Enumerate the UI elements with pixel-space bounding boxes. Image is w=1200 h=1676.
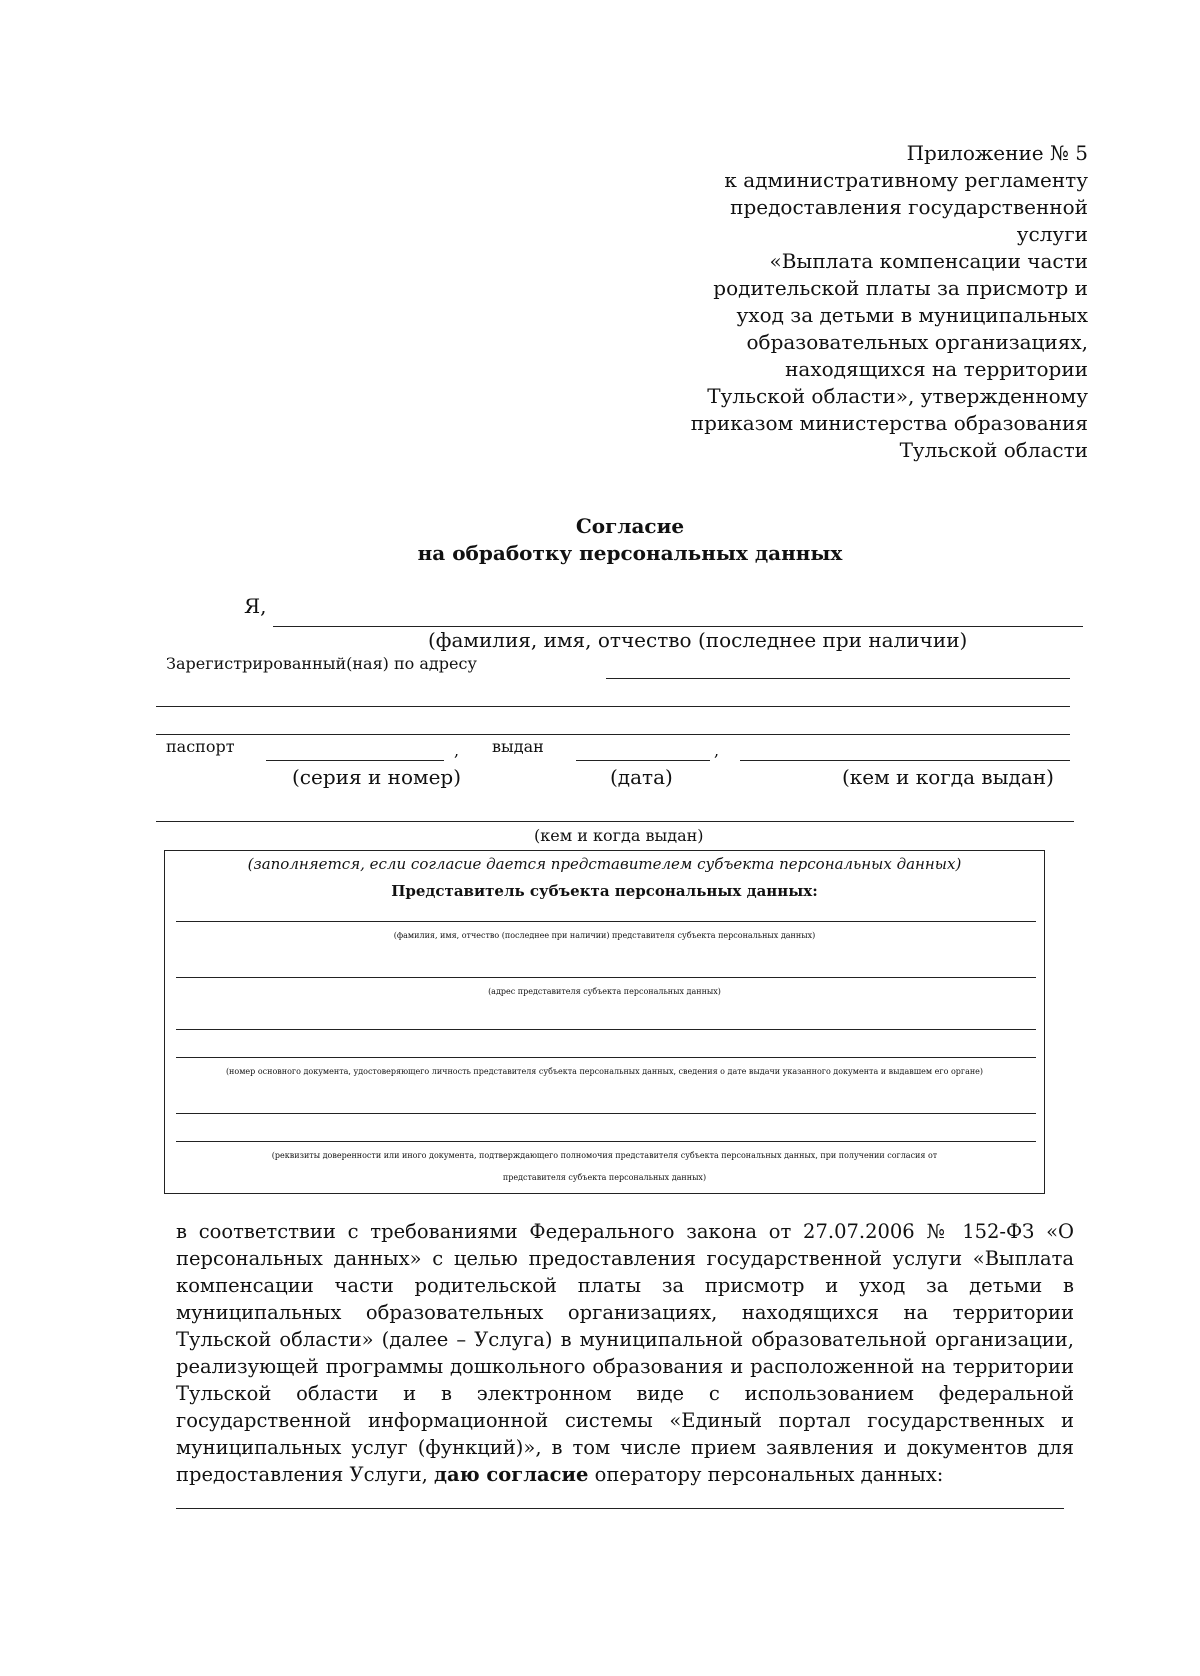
appendix-line: родительской платы за присмотр и bbox=[713, 276, 1088, 300]
rep-power-caption-2: представителя субъекта персональных данных) bbox=[502, 1173, 707, 1182]
address-line-1[interactable] bbox=[606, 678, 1070, 679]
passport-series-line[interactable] bbox=[266, 760, 444, 761]
consent-paragraph bbox=[176, 1218, 1074, 1488]
title-line-2: на обработку персональных данных bbox=[417, 541, 843, 565]
appendix-line: образовательных организациях, bbox=[746, 330, 1088, 354]
issued-by-caption: (кем и когда выдан) bbox=[842, 765, 1054, 789]
passport-date-line[interactable] bbox=[576, 760, 710, 761]
title-line-1: Согласие bbox=[575, 514, 685, 538]
fio-line[interactable] bbox=[273, 626, 1083, 627]
registered-label: Зарегистрированный(ная) по адресу bbox=[166, 654, 477, 673]
appendix-line: Тульской области», утвержденному bbox=[707, 384, 1088, 408]
consent-bold: даю согласие bbox=[434, 1463, 589, 1486]
appendix-line: находящихся на территории bbox=[785, 357, 1088, 381]
rep-power-line-2[interactable] bbox=[176, 1141, 1036, 1142]
operator-line[interactable] bbox=[176, 1508, 1064, 1509]
appendix-line: уход за детьми в муниципальных bbox=[736, 303, 1088, 327]
appendix-line: предоставления государственной bbox=[730, 195, 1088, 219]
rep-power-caption-1: (реквизиты доверенности или иного документа, подтверждающего полномочия представителя субъекта персональных данных, при получении согласия от bbox=[271, 1151, 938, 1160]
appendix-header bbox=[688, 140, 1088, 464]
appendix-line: «Выплата компенсации части bbox=[769, 249, 1088, 273]
address-line-2[interactable] bbox=[156, 706, 1070, 707]
appendix-line: приказом министерства образования bbox=[690, 411, 1088, 435]
consent-tail: оператору персональных данных: bbox=[588, 1463, 944, 1486]
passport-issuer-line[interactable] bbox=[740, 760, 1070, 761]
address-line-3[interactable] bbox=[156, 734, 1070, 735]
appendix-line: услуги bbox=[1016, 222, 1088, 246]
passport-label: паспорт bbox=[166, 737, 235, 756]
representative-box bbox=[164, 850, 1045, 1194]
comma: , bbox=[454, 741, 460, 760]
representative-note: (заполняется, если согласие дается представителем субъекта персональных данных) bbox=[247, 855, 962, 873]
rep-document-line-2[interactable] bbox=[176, 1057, 1036, 1058]
rep-document-line-1[interactable] bbox=[176, 1029, 1036, 1030]
rep-power-line-1[interactable] bbox=[176, 1113, 1036, 1114]
issued-by-caption-2: (кем и когда выдан) bbox=[534, 826, 704, 845]
representative-heading: Представитель субъекта персональных данных: bbox=[391, 882, 818, 900]
ya-label: Я, bbox=[244, 594, 267, 618]
rep-fio-line[interactable] bbox=[176, 921, 1036, 922]
fio-caption: (фамилия, имя, отчество (последнее при наличии) bbox=[428, 628, 968, 652]
document-title bbox=[0, 513, 1200, 567]
appendix-line: к административному регламенту bbox=[724, 168, 1088, 192]
rep-fio-caption: (фамилия, имя, отчество (последнее при наличии) представителя субъекта персональных данных) bbox=[393, 931, 816, 940]
consent-text: в соответствии с требованиями Федерального закона от 27.07.2006 № 152-ФЗ «О персональных данных» с целью предоставления государственной услуги «Выплата компенсации части родительской платы за присмотр и уход за детьми в муниципальных образовательных организациях, находящихся на территории Тульской области» (далее – Услуга) в муниципальной образовательной организации, реализующей программы дошкольного образования и расположенной на территории Тульской области и в электронном виде с использованием федеральной государственной информационной системы «Единый портал государственных и муниципальных услуг (функций)», в том числе прием заявления и документов для предоставления Услуги, bbox=[176, 1220, 1074, 1486]
date-caption: (дата) bbox=[610, 765, 673, 789]
rep-address-line[interactable] bbox=[176, 977, 1036, 978]
rep-document-caption: (номер основного документа, удостоверяющего личность представителя субъекта персональных данных, сведения о дате выдачи указанного документа и выдавшем его органе) bbox=[225, 1067, 984, 1076]
comma: , bbox=[714, 741, 720, 760]
issued-label: выдан bbox=[492, 737, 544, 756]
appendix-line: Тульской области bbox=[899, 438, 1088, 462]
series-caption: (серия и номер) bbox=[292, 765, 462, 789]
issued-by-line[interactable] bbox=[156, 821, 1074, 822]
appendix-line: Приложение № 5 bbox=[906, 141, 1088, 165]
rep-address-caption: (адрес представителя субъекта персональных данных) bbox=[488, 987, 721, 996]
